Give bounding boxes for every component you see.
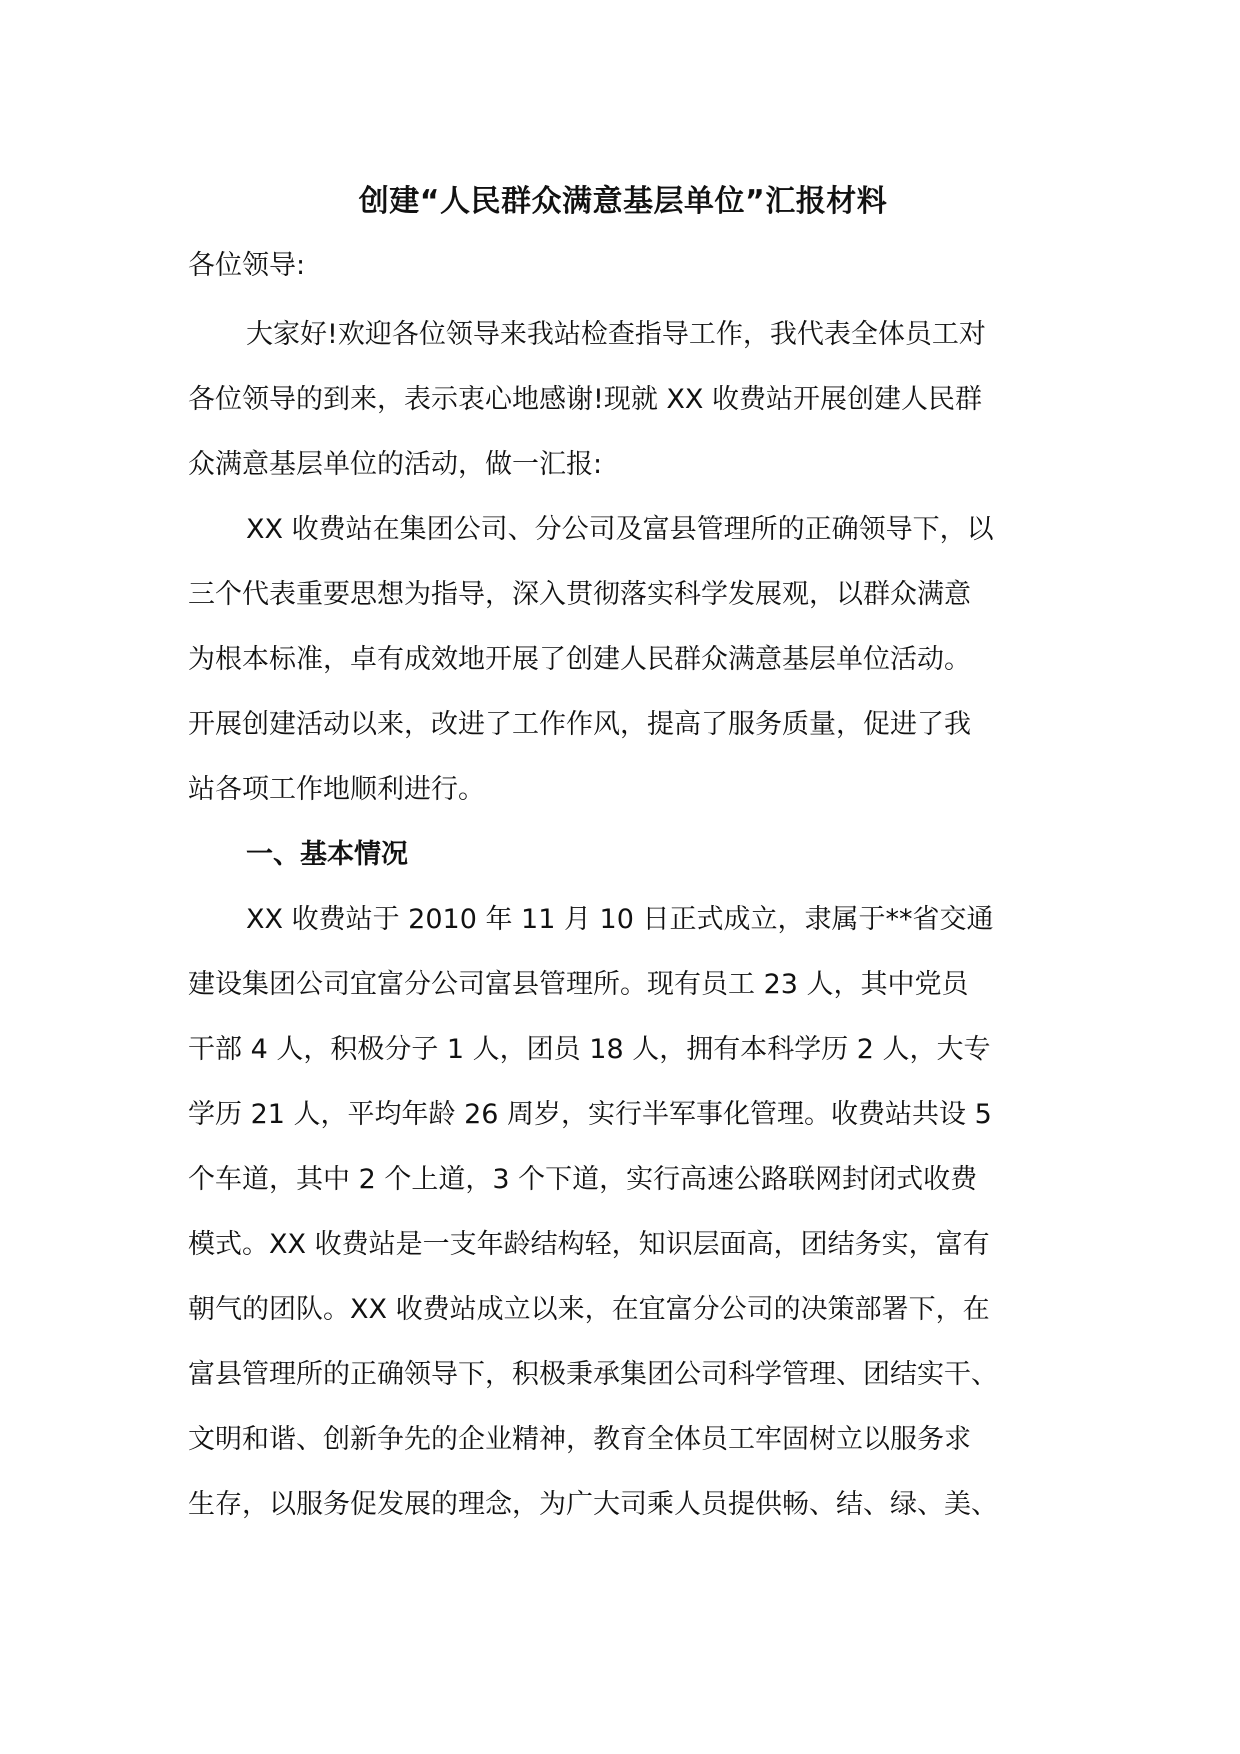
paragraph-line: XX 收费站于 2010 年 11 月 10 日正式成立，隶属于**省交通 bbox=[246, 904, 994, 935]
paragraph-line: 干部 4 人，积极分子 1 人，团员 18 人，拥有本科学历 2 人，大专 bbox=[188, 1034, 991, 1065]
document-body bbox=[188, 176, 1058, 1537]
paragraph-line: 大家好!欢迎各位领导来我站检查指导工作，我代表全体员工对 bbox=[246, 319, 986, 350]
paragraph-line: 各位领导的到来，表示衷心地感谢!现就 XX 收费站开展创建人民群 bbox=[188, 384, 982, 415]
paragraph-greeting bbox=[188, 302, 1058, 497]
paragraph-line: 学历 21 人，平均年龄 26 周岁，实行半军事化管理。收费站共设 5 bbox=[188, 1099, 992, 1130]
paragraph-line: 生存，以服务促发展的理念，为广大司乘人员提供畅、结、绿、美、 bbox=[188, 1489, 998, 1520]
paragraph-line: XX 收费站在集团公司、分公司及富县管理所的正确领导下，以 bbox=[246, 514, 994, 545]
paragraph-line: 开展创建活动以来，改进了工作作风，提高了服务质量，促进了我 bbox=[188, 709, 971, 740]
paragraph-line: 模式。XX 收费站是一支年龄结构轻，知识层面高，团结务实，富有 bbox=[188, 1229, 990, 1260]
paragraph-line: 建设集团公司宜富分公司富县管理所。现有员工 23 人，其中党员 bbox=[188, 969, 969, 1000]
paragraph-line: 朝气的团队。XX 收费站成立以来，在宜富分公司的决策部署下，在 bbox=[188, 1294, 990, 1325]
paragraph-line: 文明和谐、创新争先的企业精神，教育全体员工牢固树立以服务求 bbox=[188, 1424, 971, 1455]
section-heading: 一、基本情况 bbox=[246, 839, 408, 870]
paragraph-line: 三个代表重要思想为指导，深入贯彻落实科学发展观，以群众满意 bbox=[188, 579, 971, 610]
document-title: 创建“人民群众满意基层单位”汇报材料 bbox=[358, 184, 888, 219]
paragraph-line: 为根本标准，卓有成效地开展了创建人民群众满意基层单位活动。 bbox=[188, 644, 971, 675]
paragraph-introduction bbox=[188, 497, 1058, 822]
salutation: 各位领导: bbox=[188, 250, 306, 281]
paragraph-line: 站各项工作地顺利进行。 bbox=[188, 774, 485, 805]
paragraph-line: 个车道，其中 2 个上道，3 个下道，实行高速公路联网封闭式收费 bbox=[188, 1164, 978, 1195]
paragraph-line: 众满意基层单位的活动，做一汇报: bbox=[188, 449, 603, 480]
paragraph-line: 富县管理所的正确领导下，积极秉承集团公司科学管理、团结实干、 bbox=[188, 1359, 998, 1390]
paragraph-basic-situation bbox=[188, 887, 1058, 1537]
